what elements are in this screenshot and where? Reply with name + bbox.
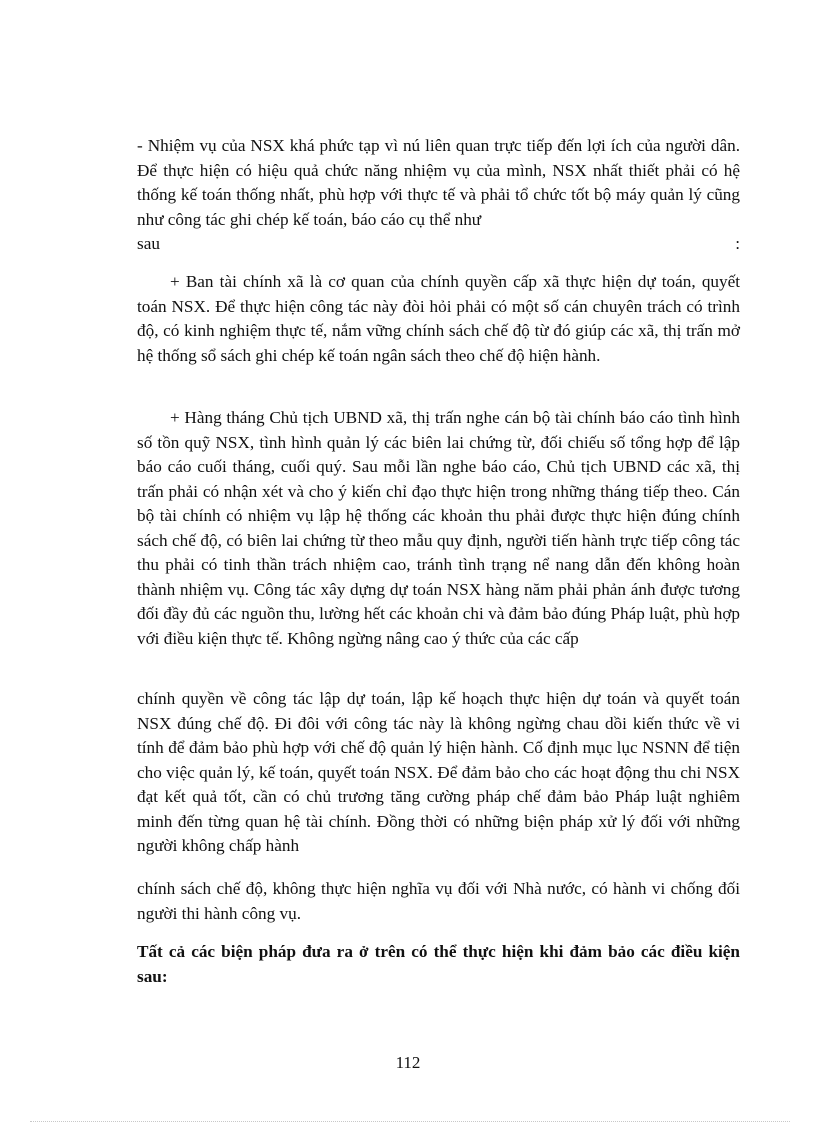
last-word: sau [137,234,160,253]
trailing-colon: : [735,234,740,253]
paragraph-nsx-duties [137,134,740,257]
paragraph-last-line [137,232,740,257]
paragraph-text: - Nhiệm vụ của NSX khá phức tạp vì nú liên quan trực tiếp đến lợi ích của người dân. Để thực hiện có hiệu quả chức năng nhiệm vụ của mình, NSX nhất thiết phải có hệ thống kế toán thống nhất, phù hợp với thực tế và phải tổ chức tốt bộ máy quản lý cũng như công tác ghi chép kế toán, báo cáo cụ thể như [137,136,740,229]
paragraph-continuation-2 [137,877,740,926]
paragraph-text: + Ban tài chính xã là cơ quan của chính quyền cấp xã thực hiện dự toán, quyết toán NSX. Để thực hiện công tác này đòi hỏi phải có một số cán chuyên trách có trình độ, có kinh nghiệm thực tế, nắm vững chính sách chế độ từ đó giúp các xã, thị trấn mở hệ thống sổ sách ghi chép kế toán ngân sách theo chế độ hiện hành. [137,272,740,365]
paragraph-text: Tất cả các biện pháp đưa ra ở trên có thể thực hiện khi đảm bảo các điều kiện sau: [137,942,740,986]
page-bottom-divider [30,1121,790,1122]
paragraph-monthly-report [137,406,740,651]
paragraph-text: + Hàng tháng Chủ tịch UBND xã, thị trấn nghe cán bộ tài chính báo cáo tình hình số tồn quỹ NSX, tình hình quản lý các biên lai chứng từ, đối chiếu số tổng hợp để lập báo cáo cuối tháng, cuối quý. Sau mỗi lần nghe báo cáo, Chủ tịch UBND các xã, thị trấn phải có nhận xét và cho ý kiến chỉ đạo thực hiện trong những tháng tiếp theo. Cán bộ tài chính có nhiệm vụ lập hệ thống các khoản thu phải được thực hiện đúng chính sách chế độ, có biên lai chứng từ theo mẫu quy định, người tiến hành trực tiếp công tác thu phải có tinh thần trách nhiệm cao, tránh tình trạng nể nang dẫn đến không hoàn thành nhiệm vụ. Công tác xây dựng dự toán NSX hàng năm phải phản ánh được tương đối đầy đủ các nguồn thu, lường hết các khoản chi và đảm bảo đúng Pháp luật, phù hợp với điều kiện thực tế. Không ngừng nâng cao ý thức của các cấp [137,408,740,648]
paragraph-continuation-1 [137,687,740,859]
page-number: 112 [395,1053,421,1072]
paragraph-text: chính sách chế độ, không thực hiện nghĩa vụ đối với Nhà nước, có hành vi chống đối người thi hành công vụ. [137,879,740,923]
bold-conclusion-heading [137,940,740,989]
paragraph-finance-board [137,270,740,368]
paragraph-text: chính quyền về công tác lập dự toán, lập kế hoạch thực hiện dự toán và quyết toán NSX đúng chế độ. Đi đôi với công tác này là không ngừng chau dồi kiến thức về vi tính để đảm bảo phù hợp với chế độ quản lý hiện hành. Cố định mục lục NSNN để tiện cho việc quản lý, kế toán, quyết toán NSX. Để đảm bảo cho các hoạt động thu chi NSX đạt kết quả tốt, cần có chủ trương tăng cường pháp chế đảm bảo Pháp luật nghiêm minh đến từng quan hệ tài chính. Đồng thời có những biện pháp xử lý đối với những người không chấp hành [137,689,740,855]
